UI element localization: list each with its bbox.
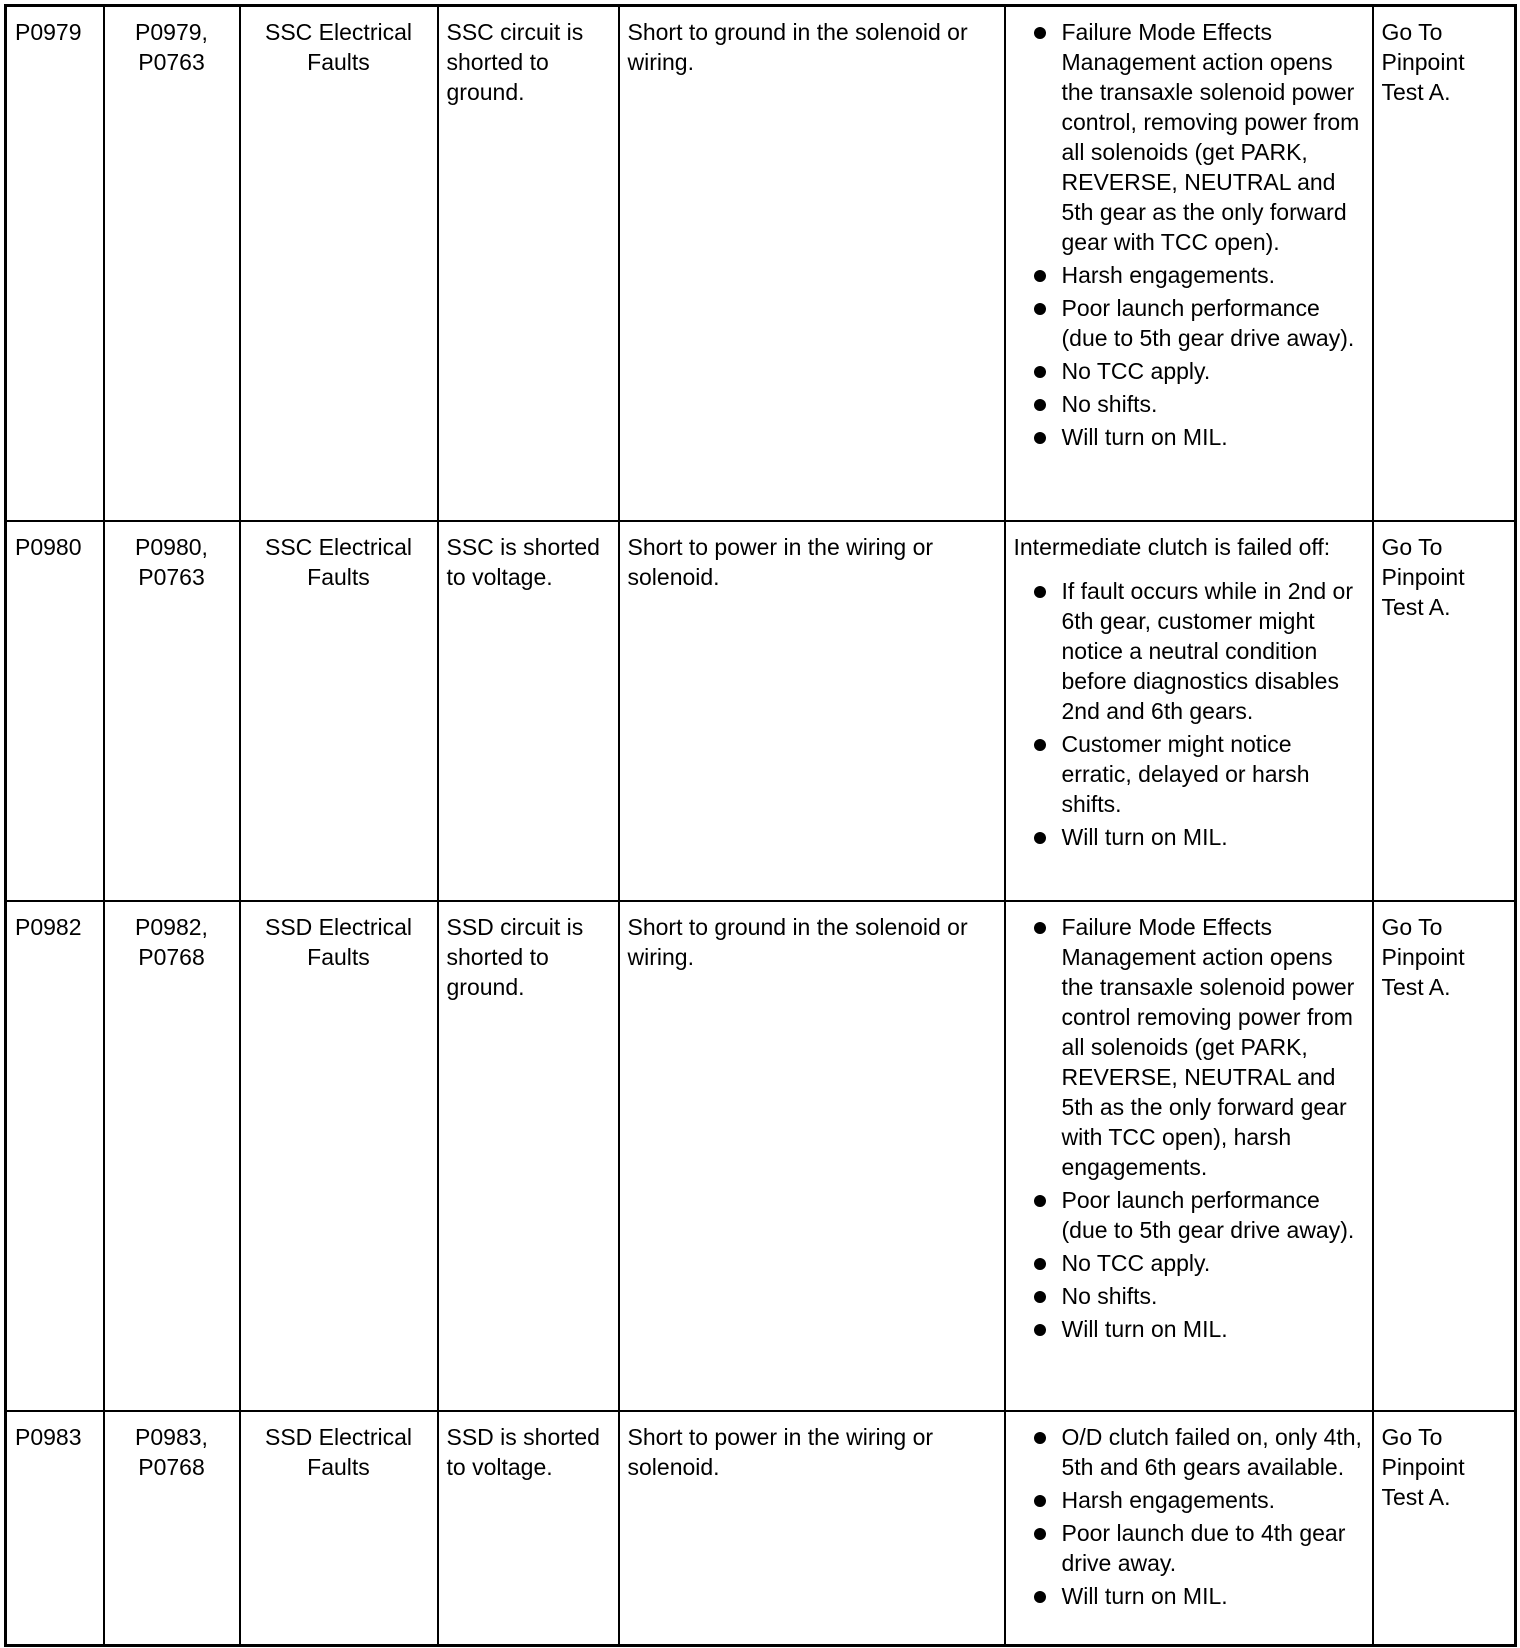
list-item (1014, 1248, 1364, 1278)
list-item (1014, 912, 1364, 1182)
symptom-list (1014, 17, 1364, 452)
possible-cause: Short to ground in the solenoid or wiring. (619, 6, 1005, 521)
list-item (1014, 1485, 1364, 1515)
bullet-icon (1034, 832, 1046, 844)
bullet-icon (1034, 922, 1046, 934)
related-dtc-1: P0980, (135, 533, 208, 560)
bullet-icon (1034, 1432, 1046, 1444)
bullet-icon (1034, 270, 1046, 282)
dtc-code: P0982 (6, 901, 104, 1411)
symptom-text: Customer might notice erratic, delayed or harsh shifts. (1061, 730, 1310, 817)
fault-condition: SSD circuit is shorted to ground. (438, 901, 619, 1411)
dtc-table (4, 4, 1517, 1647)
symptom-text: Poor launch due to 4th gear drive away. (1061, 1519, 1346, 1576)
list-item (1014, 389, 1364, 419)
list-item (1014, 356, 1364, 386)
bullet-icon (1034, 1495, 1046, 1507)
dtc-chart-page (4, 4, 1514, 1644)
symptom-text: Failure Mode Effects Management action opens the transaxle solenoid power control removing power from all solenoids (get PARK, REVERSE, NEUTRAL and 5th as the only forward gear with TCC open), harsh engagements. (1061, 913, 1355, 1180)
action-cell: Go To Pinpoint Test A. (1373, 521, 1516, 901)
fault-condition: SSC is shorted to voltage. (438, 521, 619, 901)
symptom-text: Failure Mode Effects Management action opens the transaxle solenoid power control, removing power from all solenoids (get PARK, REVERSE, NEUTRAL and 5th gear as the only forward gear with TCC open). (1061, 19, 1360, 255)
list-item (1014, 1581, 1364, 1611)
related-dtc-2: P0768 (138, 943, 205, 970)
related-dtcs (104, 1411, 240, 1646)
bullet-icon (1034, 1195, 1046, 1207)
symptoms-intro: Intermediate clutch is failed off: (1013, 533, 1331, 560)
description-line-2: Faults (307, 1453, 370, 1480)
symptom-text: If fault occurs while in 2nd or 6th gear, customer might notice a neutral condition before diagnostics disables 2nd and 6th gears. (1061, 577, 1353, 724)
symptom-list (1014, 912, 1364, 1344)
symptom-text: No TCC apply. (1061, 358, 1211, 384)
related-dtcs (104, 521, 240, 901)
description-line-1: SSC Electrical (265, 533, 412, 560)
bullet-icon (1034, 586, 1046, 598)
table-row (6, 1411, 1516, 1646)
action-cell: Go To Pinpoint Test A. (1373, 901, 1516, 1411)
bullet-icon (1034, 432, 1046, 444)
list-item (1014, 1314, 1364, 1344)
possible-cause: Short to power in the wiring or solenoid. (619, 521, 1005, 901)
description-line-1: SSD Electrical (265, 1423, 412, 1450)
symptom-text: No shifts. (1061, 391, 1158, 417)
bullet-icon (1034, 366, 1046, 378)
description-line-2: Faults (307, 49, 370, 75)
symptom-list (1014, 1422, 1364, 1611)
bullet-icon (1034, 1324, 1046, 1336)
related-dtc-2: P0763 (138, 49, 205, 75)
related-dtc-2: P0763 (138, 563, 205, 590)
symptom-list (1014, 576, 1364, 852)
symptom-text: Will turn on MIL. (1061, 424, 1228, 450)
list-item (1014, 1518, 1364, 1578)
list-item (1014, 17, 1364, 257)
fault-description (240, 1411, 438, 1646)
symptom-text: Will turn on MIL. (1061, 1582, 1228, 1609)
related-dtc-1: P0982, (135, 913, 208, 940)
related-dtc-1: P0983, (135, 1423, 208, 1450)
symptoms-cell (1005, 1411, 1373, 1646)
symptom-text: No TCC apply. (1061, 1249, 1211, 1276)
description-line-1: SSC Electrical (265, 19, 412, 45)
action-cell: Go To Pinpoint Test A. (1373, 1411, 1516, 1646)
list-item (1014, 576, 1364, 726)
symptoms-cell (1005, 6, 1373, 521)
bullet-icon (1034, 1591, 1046, 1603)
bullet-icon (1034, 1528, 1046, 1540)
list-item (1014, 1185, 1364, 1245)
list-item (1014, 1281, 1364, 1311)
fault-condition: SSC circuit is shorted to ground. (438, 6, 619, 521)
list-item (1014, 822, 1364, 852)
list-item (1014, 1422, 1364, 1482)
symptom-text: O/D clutch failed on, only 4th, 5th and 6th gears available. (1061, 1423, 1362, 1480)
fault-description (240, 901, 438, 1411)
bullet-icon (1034, 303, 1046, 315)
action-cell: Go To Pinpoint Test A. (1373, 6, 1516, 521)
possible-cause: Short to ground in the solenoid or wiring. (619, 901, 1005, 1411)
description-line-2: Faults (307, 943, 370, 970)
fault-condition: SSD is shorted to voltage. (438, 1411, 619, 1646)
related-dtc-2: P0768 (138, 1453, 205, 1480)
fault-description (240, 521, 438, 901)
dtc-code: P0980 (6, 521, 104, 901)
list-item (1014, 729, 1364, 819)
list-item (1014, 422, 1364, 452)
fault-description (240, 6, 438, 521)
table-row (6, 6, 1516, 521)
possible-cause: Short to power in the wiring or solenoid. (619, 1411, 1005, 1646)
list-item (1014, 260, 1364, 290)
bullet-icon (1034, 399, 1046, 411)
related-dtc-1: P0979, (135, 19, 208, 45)
symptom-text: Harsh engagements. (1061, 1486, 1276, 1513)
description-line-2: Faults (307, 563, 370, 590)
symptom-text: Will turn on MIL. (1061, 1315, 1228, 1342)
dtc-code: P0983 (6, 1411, 104, 1646)
related-dtcs (104, 6, 240, 521)
symptom-text: Poor launch performance (due to 5th gear drive away). (1061, 1186, 1355, 1243)
symptoms-cell (1005, 901, 1373, 1411)
dtc-code: P0979 (6, 6, 104, 521)
symptom-text: Will turn on MIL. (1061, 823, 1228, 850)
symptom-text: Poor launch performance (due to 5th gear drive away). (1061, 295, 1355, 351)
bullet-icon (1034, 27, 1046, 39)
symptom-text: Harsh engagements. (1061, 262, 1276, 288)
list-item (1014, 293, 1364, 353)
bullet-icon (1034, 1291, 1046, 1303)
related-dtcs (104, 901, 240, 1411)
symptoms-cell (1005, 521, 1373, 901)
description-line-1: SSD Electrical (265, 913, 412, 940)
symptom-text: No shifts. (1061, 1282, 1158, 1309)
table-row (6, 521, 1516, 901)
table-row (6, 901, 1516, 1411)
bullet-icon (1034, 739, 1046, 751)
bullet-icon (1034, 1258, 1046, 1270)
